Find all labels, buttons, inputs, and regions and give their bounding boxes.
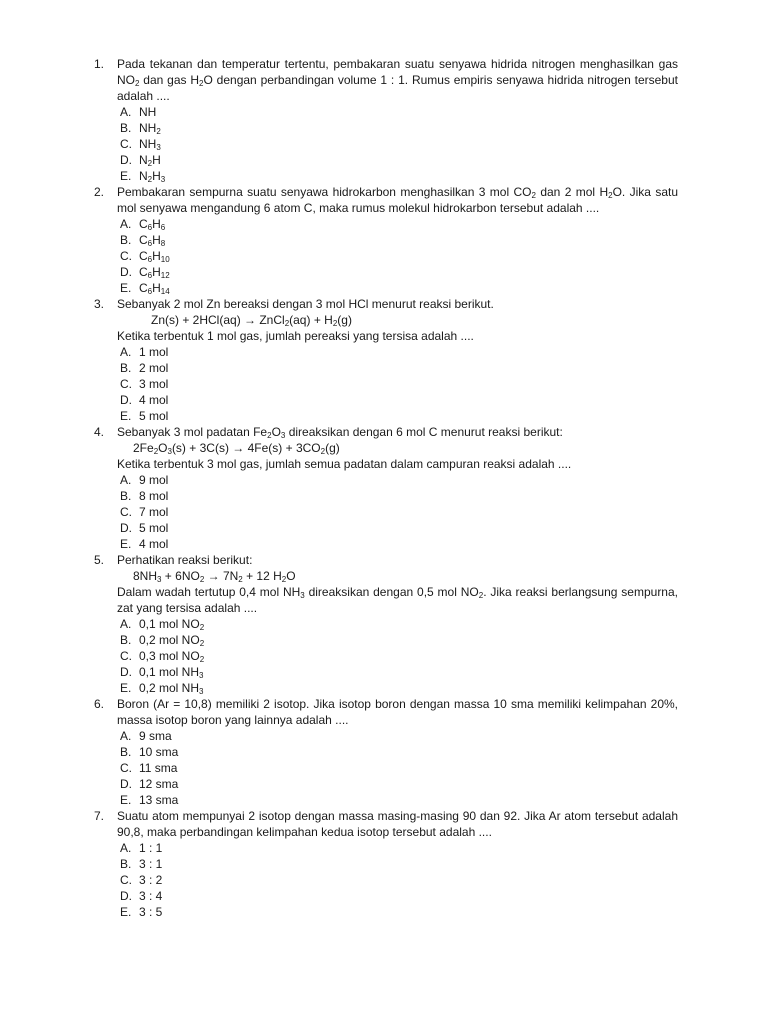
reaction-equation: $2Fe_2O_3(s) + 3C(s) \to 4Fe(s) + 3CO_2(g)$ [133,441,340,456]
question-5 [94,552,678,696]
answer-options [117,344,678,424]
option-letter: E. [120,409,132,423]
option-text: 5 mol [139,521,169,535]
question-body [117,296,678,424]
question-number: 2. [94,185,105,199]
option-text: 13 sma [139,793,179,807]
option-letter: C. [120,377,132,391]
question-number: 6. [94,697,105,711]
reaction-equation: $8NH_3 + 6NO_2 \to 7N_2 + 12$ $H_2O$ [133,569,296,584]
option-letter: C. [120,649,132,663]
option-text: 0,3 mol $NO_2$ [139,649,205,664]
answer-option [120,232,678,248]
answer-option [120,872,678,888]
answer-option [120,520,678,536]
answer-option [120,392,678,408]
answer-option [120,136,678,152]
option-letter: B. [120,745,132,759]
answer-option [120,680,678,696]
option-letter: A. [120,345,132,359]
answer-options [117,104,678,184]
question-2 [94,184,678,296]
question-number: 5. [94,553,105,567]
answer-option [120,408,678,424]
option-text: 12 sma [139,777,179,791]
question-body [117,696,678,808]
answer-options [117,840,678,920]
option-letter: C. [120,761,132,775]
option-letter: D. [120,665,132,679]
answer-option [120,616,678,632]
question-text: Suatu atom mempunyai 2 isotop dengan massa masing-masing 90 dan 92. Jika Ar atom tersebut adalah 90,8, maka perbandingan kelimpahan kedua isotop tersebut adalah .... [117,809,678,839]
question-body [117,808,678,920]
answer-option [120,248,678,264]
question-7 [94,808,678,920]
option-text: $C_6H_{14}$ [139,281,170,296]
option-text: 9 mol [139,473,169,487]
option-letter: A. [120,729,132,743]
option-letter: E. [120,905,132,919]
answer-option [120,376,678,392]
option-text: $C_6H_8$ [139,233,166,248]
answer-option [120,344,678,360]
option-letter: E. [120,281,132,295]
option-text: 0,2 mol $NH_3$ [139,681,204,696]
option-text: $N_2H$ [139,153,161,168]
option-text: 3 mol [139,377,169,391]
option-letter: D. [120,889,132,903]
answer-options [117,616,678,696]
option-text: 8 mol [139,489,169,503]
reaction-equation: Zn(s) + 2HCl(aq) → ZnCl$_2$(aq) + $H_2(g)$ [151,313,352,328]
answer-option [120,488,678,504]
option-letter: A. [120,105,132,119]
option-text: 11 sma [139,761,178,775]
answer-option [120,632,678,648]
option-text: $N_2H_3$ [139,169,166,184]
answer-option [120,504,678,520]
question-body [117,184,678,296]
answer-option [120,776,678,792]
option-letter: B. [120,233,132,247]
answer-options [117,216,678,296]
answer-option [120,216,678,232]
question-number: 3. [94,297,105,311]
option-letter: A. [120,841,132,855]
answer-option [120,536,678,552]
option-letter: D. [120,265,132,279]
option-text: $C_6H_6$ [139,217,166,232]
answer-option [120,664,678,680]
option-text: 2 mol [139,361,169,375]
question-text: Boron (Ar = 10,8) memiliki 2 isotop. Jika isotop boron dengan massa 10 sma memiliki kelimpahan 20%, massa isotop boron yang lainnya adalah .... [117,697,678,727]
option-letter: E. [120,537,132,551]
option-text: 3 : 1 [139,857,163,871]
answer-option [120,104,678,120]
question-number: 1. [94,57,105,71]
option-text: 3 : 2 [139,873,163,887]
answer-option [120,744,678,760]
option-text: 0,1 mol $NO_2$ [139,617,205,632]
option-letter: D. [120,393,132,407]
option-letter: B. [120,857,132,871]
option-letter: C. [120,249,132,263]
option-letter: B. [120,489,132,503]
answer-option [120,472,678,488]
option-text: 1 mol [139,345,169,359]
answer-option [120,280,678,296]
option-letter: D. [120,153,132,167]
question-list [94,56,678,920]
question-body [117,56,678,184]
question-body [117,552,678,696]
option-text: 7 mol [139,505,169,519]
option-text: $NH_3$ [139,137,161,152]
option-text: 4 mol [139,393,169,407]
option-letter: A. [120,217,132,231]
option-letter: B. [120,121,132,135]
answer-options [117,472,678,552]
option-text: 1 : 1 [139,841,163,855]
question-text-continued: Ketika terbentuk 3 mol gas, jumlah semua padatan dalam campuran reaksi adalah .... [117,457,572,471]
option-text: 0,1 mol $NH_3$ [139,665,204,680]
answer-option [120,856,678,872]
option-text: $C_6H_{12}$ [139,265,170,280]
answer-option [120,840,678,856]
answer-options [117,728,678,808]
answer-option [120,648,678,664]
question-number: 4. [94,425,105,439]
question-4 [94,424,678,552]
answer-option [120,120,678,136]
question-text: Pembakaran sempurna suatu senyawa hidrokarbon menghasilkan 3 mol $CO_2$ dan 2 mol $H_2O$. Jika satu mol senyawa mengandung 6 atom C, maka rumus molekul hidrokarbon tersebut adalah .... [117,185,679,215]
question-body [117,424,678,552]
option-letter: C. [120,873,132,887]
answer-option [120,888,678,904]
option-letter: C. [120,137,132,151]
option-letter: D. [120,777,132,791]
answer-option [120,264,678,280]
question-text-continued: Dalam wadah tertutup 0,4 mol $NH_3$ direaksikan dengan 0,5 mol $NO_2$. Jika reaksi berlangsung sempurna, zat yang tersisa adalah .... [117,585,678,615]
option-text: 5 mol [139,409,169,423]
option-letter: A. [120,473,132,487]
option-letter: D. [120,521,132,535]
question-1 [94,56,678,184]
answer-option [120,728,678,744]
answer-option [120,904,678,920]
question-3 [94,296,678,424]
answer-option [120,168,678,184]
option-text: 0,2 mol $NO_2$ [139,633,205,648]
option-text: $C_6H_{10}$ [139,249,170,264]
option-letter: B. [120,361,132,375]
option-letter: E. [120,681,132,695]
question-6 [94,696,678,808]
option-text: 4 mol [139,537,169,551]
option-letter: E. [120,169,132,183]
answer-option [120,360,678,376]
option-letter: B. [120,633,132,647]
option-text: 10 sma [139,745,179,759]
question-text: Pada tekanan dan temperatur tertentu, pembakaran suatu senyawa hidrida nitrogen menghasilkan gas $NO_2$ dan gas $H_2O$ dengan perbandingan volume 1 : 1. Rumus empiris senyawa hidrida nitrogen tersebut adalah .... [117,57,678,103]
question-text: Sebanyak 2 mol Zn bereaksi dengan 3 mol HCl menurut reaksi berikut. [117,297,494,311]
option-text: 9 sma [139,729,172,743]
option-text: 3 : 5 [139,905,163,919]
option-text: 3 : 4 [139,889,163,903]
answer-option [120,152,678,168]
answer-option [120,760,678,776]
question-text-continued: Ketika terbentuk 1 mol gas, jumlah pereaksi yang tersisa adalah .... [117,329,474,343]
question-number: 7. [94,809,105,823]
option-text: $NH_2$ [139,121,161,136]
answer-option [120,792,678,808]
option-text: NH [139,105,157,119]
option-letter: C. [120,505,132,519]
option-letter: A. [120,617,132,631]
question-text: Perhatikan reaksi berikut: [117,553,253,567]
option-letter: E. [120,793,132,807]
question-text: Sebanyak 3 mol padatan $Fe_2O_3$ direaksikan dengan 6 mol C menurut reaksi berikut: [117,425,563,440]
